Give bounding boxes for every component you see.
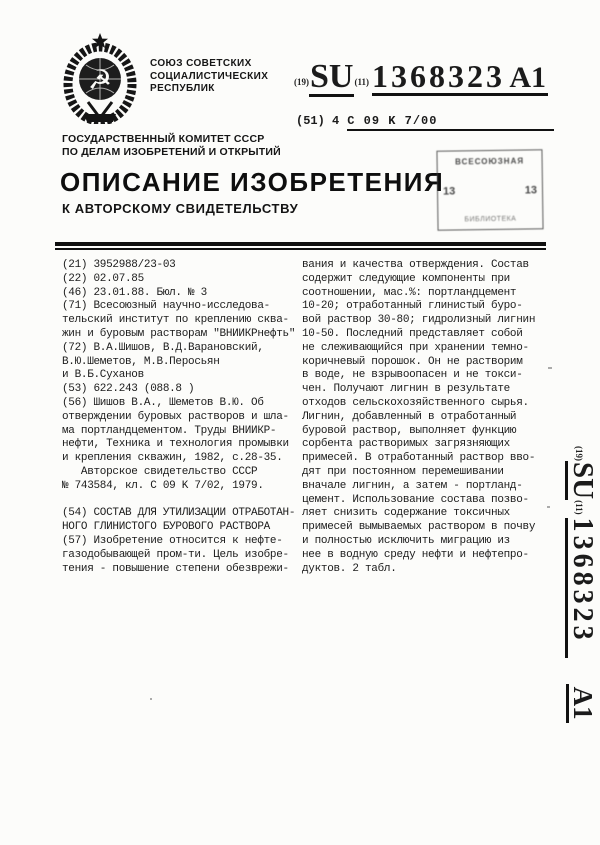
kind-code-side: A1: [566, 684, 596, 723]
ussr-coat-of-arms-icon: [62, 32, 138, 124]
document-title: ОПИСАНИЕ ИЗОБРЕТЕНИЯ: [60, 167, 445, 197]
kind-code: A1: [509, 61, 546, 94]
inid-11-label-side: (11): [574, 500, 584, 515]
ribbon: [84, 114, 116, 122]
stamp-top-text: ВСЕСОЮЗНАЯ: [455, 156, 525, 167]
ipc-class: C 09 K 7/00: [347, 114, 554, 131]
coat-of-arms-graphic: [62, 32, 138, 124]
hammer-sickle-icon: ☭: [87, 65, 113, 96]
divider-double-rule: [55, 242, 546, 250]
scan-artifact: [547, 506, 550, 508]
country-code: SU: [310, 58, 354, 95]
publication-number-line: [294, 60, 548, 106]
bibliography-column: (21) 3952988/23-03 (22) 02.07.85 (46) 23.01.88. Бюл. № 3 (71) Всесоюзный научно-исследова- тельский институт по креплению сква- жин и буровым растворам "ВНИИКРнефть" (72) В.А.Шишов, В.Д.Варановский, В.Ю.Шеметов, М.В.Перосьян и В.Б.Суханов (53) 622.243 (088.8 ) (56) Шишов В.А., Шеметов В.Ю. Об отверждении буровых растворов и шла- ма портландцементом. Труды ВНИИКР- нефти, Техника и технология промывки и крепления скважин, 1982, с.28-35. Авторское свидетельство СССР № 743584, кл. C 09 K 7/02, 1979. (54) СОСТАВ ДЛЯ УТИЛИЗАЦИИ ОТРАБОТАН- НОГО ГЛИНИСТОГО БУРОВОГО РАСТВОРА (57) Изобретение относится к нефте- газодобывающей пром-ти. Цель изобре- тения - повышение степени обезврежи-: [62, 259, 296, 575]
inid-51-label: (51) 4: [296, 114, 340, 128]
inid-19-label: (19): [294, 77, 309, 87]
library-stamp: [436, 149, 543, 230]
number-kind-group: [372, 60, 548, 96]
document-subtitle: К АВТОРСКОМУ СВИДЕТЕЛЬСТВУ: [62, 201, 299, 216]
side-publication-label: [545, 446, 597, 718]
abstract-column: вания и качества отверждения. Состав содержит следующие компоненты при соотношении, мас.%: портландцемент 10-20; отработанный глинистый буро- вой раствор 30-80; гидролизный лигнин 10-50. Последний представляет собой не слеживающийся при хранении темно- коричневый порошок. Он не растворим в воде, не взрывоопасен и не токси- чен. Получают лигнин в результате отходов сельскохозяйственного сырья. Лигнин, добавленный в отработанный буровой раствор, выполняет функцию сорбента растворимых загрязняющих примесей. В отработанный раствор вво- дят при постоянном перемешивании вначале лигнин, а затем - портланд- цемент. Использование состава позво- ляет снизить содержание токсичных примесей вымываемых раствором в почву и полностью исключить миграцию из нее в водную среду нефти и нефтепро- дуктов. 2 табл.: [302, 259, 536, 575]
stamp-numbers: [443, 184, 537, 197]
publication-number: 1368323: [371, 58, 505, 94]
country-code-side: SU: [567, 462, 599, 500]
inid-11-label: (11): [354, 77, 369, 87]
ipc-classification-line: [296, 114, 554, 131]
scan-artifact: [150, 698, 152, 700]
inid-19-label-side: (19): [574, 446, 584, 461]
stamp-number-left: 13: [442, 185, 456, 198]
union-name: СОЮЗ СОВЕТСКИХ СОЦИАЛИСТИЧЕСКИХ РЕСПУБЛИК: [150, 58, 269, 94]
stamp-number-right: 13: [524, 184, 538, 197]
stamp-bottom-text: БИБЛИОТЕКА: [464, 215, 517, 224]
scan-artifact: [548, 367, 552, 369]
publication-number-side: 1368323: [565, 518, 596, 658]
committee-name: ГОСУДАРСТВЕННЫЙ КОМИТЕТ СССР ПО ДЕЛАМ ИЗОБРЕТЕНИЙ И ОТКРЫТИЙ: [62, 133, 281, 158]
